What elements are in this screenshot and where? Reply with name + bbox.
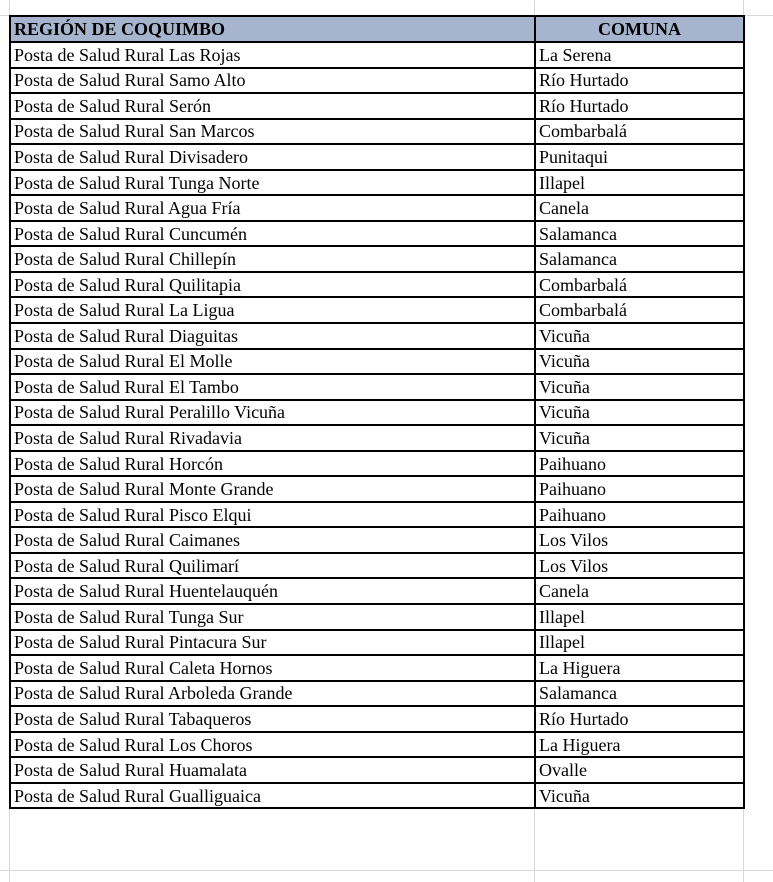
table-row	[10, 297, 744, 323]
comuna-cell[interactable]: Illapel	[535, 630, 744, 656]
comuna-cell[interactable]: Illapel	[535, 170, 744, 196]
posta-cell[interactable]: Posta de Salud Rural Cuncumén	[10, 221, 535, 247]
comuna-cell[interactable]: Combarbalá	[535, 297, 744, 323]
comuna-cell[interactable]: Combarbalá	[535, 119, 744, 145]
comuna-cell[interactable]: Vicuña	[535, 425, 744, 451]
comuna-cell[interactable]: Canela	[535, 195, 744, 221]
posta-cell[interactable]: Posta de Salud Rural Diaguitas	[10, 323, 535, 349]
comuna-cell[interactable]: Combarbalá	[535, 272, 744, 298]
table-body	[10, 42, 744, 808]
comuna-cell[interactable]: La Higuera	[535, 655, 744, 681]
posta-cell[interactable]: Posta de Salud Rural Chillepín	[10, 246, 535, 272]
comuna-cell[interactable]: Salamanca	[535, 221, 744, 247]
table-row	[10, 246, 744, 272]
table-row	[10, 349, 744, 375]
posta-cell[interactable]: Posta de Salud Rural El Molle	[10, 349, 535, 375]
table-row	[10, 400, 744, 426]
posta-cell[interactable]: Posta de Salud Rural Rivadavia	[10, 425, 535, 451]
table-row	[10, 451, 744, 477]
table-row	[10, 578, 744, 604]
table-row	[10, 655, 744, 681]
comuna-cell[interactable]: Paihuano	[535, 451, 744, 477]
comuna-header[interactable]: COMUNA	[535, 16, 744, 42]
posta-cell[interactable]: Posta de Salud Rural Serón	[10, 93, 535, 119]
comuna-cell[interactable]: Vicuña	[535, 323, 744, 349]
table-row	[10, 221, 744, 247]
comuna-cell[interactable]: Illapel	[535, 604, 744, 630]
posta-cell[interactable]: Posta de Salud Rural Horcón	[10, 451, 535, 477]
table-row	[10, 323, 744, 349]
comuna-cell[interactable]: Vicuña	[535, 400, 744, 426]
posta-cell[interactable]: Posta de Salud Rural Quilitapia	[10, 272, 535, 298]
posta-cell[interactable]: Posta de Salud Rural Huamalata	[10, 757, 535, 783]
comuna-cell[interactable]: Ovalle	[535, 757, 744, 783]
comuna-cell[interactable]: La Serena	[535, 42, 744, 68]
table-row	[10, 93, 744, 119]
posta-cell[interactable]: Posta de Salud Rural Huentelauquén	[10, 578, 535, 604]
table-row	[10, 553, 744, 579]
comuna-cell[interactable]: La Higuera	[535, 732, 744, 758]
posta-cell[interactable]: Posta de Salud Rural Pisco Elqui	[10, 502, 535, 528]
region-header[interactable]: REGIÓN DE COQUIMBO	[10, 16, 535, 42]
table-row	[10, 425, 744, 451]
posta-cell[interactable]: Posta de Salud Rural Caimanes	[10, 527, 535, 553]
table-row	[10, 144, 744, 170]
comuna-cell[interactable]: Vicuña	[535, 374, 744, 400]
posta-cell[interactable]: Posta de Salud Rural Las Rojas	[10, 42, 535, 68]
comuna-cell[interactable]: Salamanca	[535, 246, 744, 272]
posta-cell[interactable]: Posta de Salud Rural Pintacura Sur	[10, 630, 535, 656]
table-row	[10, 502, 744, 528]
table-row	[10, 68, 744, 94]
posta-cell[interactable]: Posta de Salud Rural Arboleda Grande	[10, 681, 535, 707]
posta-cell[interactable]: Posta de Salud Rural Peralillo Vicuña	[10, 400, 535, 426]
posta-cell[interactable]: Posta de Salud Rural Gualliguaica	[10, 783, 535, 809]
comuna-cell[interactable]: Vicuña	[535, 783, 744, 809]
posta-cell[interactable]: Posta de Salud Rural Tabaqueros	[10, 706, 535, 732]
posta-cell[interactable]: Posta de Salud Rural El Tambo	[10, 374, 535, 400]
table-row	[10, 476, 744, 502]
comuna-cell[interactable]: Canela	[535, 578, 744, 604]
table-row	[10, 195, 744, 221]
table-row	[10, 630, 744, 656]
table-row	[10, 272, 744, 298]
table-row	[10, 374, 744, 400]
table-row	[10, 527, 744, 553]
table-row	[10, 783, 744, 809]
posta-cell[interactable]: Posta de Salud Rural San Marcos	[10, 119, 535, 145]
header-row	[10, 16, 744, 42]
posta-cell[interactable]: Posta de Salud Rural Tunga Norte	[10, 170, 535, 196]
postas-table	[9, 15, 745, 809]
posta-cell[interactable]: Posta de Salud Rural Monte Grande	[10, 476, 535, 502]
table-row	[10, 706, 744, 732]
table-row	[10, 170, 744, 196]
posta-cell[interactable]: Posta de Salud Rural Quilimarí	[10, 553, 535, 579]
table-row	[10, 119, 744, 145]
table-row	[10, 732, 744, 758]
table-row	[10, 681, 744, 707]
table-row	[10, 604, 744, 630]
gridline	[0, 870, 773, 871]
posta-cell[interactable]: Posta de Salud Rural Divisadero	[10, 144, 535, 170]
comuna-cell[interactable]: Punitaqui	[535, 144, 744, 170]
posta-cell[interactable]: Posta de Salud Rural Samo Alto	[10, 68, 535, 94]
comuna-cell[interactable]: Río Hurtado	[535, 68, 744, 94]
comuna-cell[interactable]: Vicuña	[535, 349, 744, 375]
comuna-cell[interactable]: Los Vilos	[535, 553, 744, 579]
table-row	[10, 757, 744, 783]
comuna-cell[interactable]: Paihuano	[535, 476, 744, 502]
comuna-cell[interactable]: Salamanca	[535, 681, 744, 707]
comuna-cell[interactable]: Río Hurtado	[535, 93, 744, 119]
posta-cell[interactable]: Posta de Salud Rural Agua Fría	[10, 195, 535, 221]
posta-cell[interactable]: Posta de Salud Rural Tunga Sur	[10, 604, 535, 630]
table-row	[10, 42, 744, 68]
posta-cell[interactable]: Posta de Salud Rural La Ligua	[10, 297, 535, 323]
posta-cell[interactable]: Posta de Salud Rural Caleta Hornos	[10, 655, 535, 681]
comuna-cell[interactable]: Paihuano	[535, 502, 744, 528]
posta-cell[interactable]: Posta de Salud Rural Los Choros	[10, 732, 535, 758]
comuna-cell[interactable]: Río Hurtado	[535, 706, 744, 732]
comuna-cell[interactable]: Los Vilos	[535, 527, 744, 553]
